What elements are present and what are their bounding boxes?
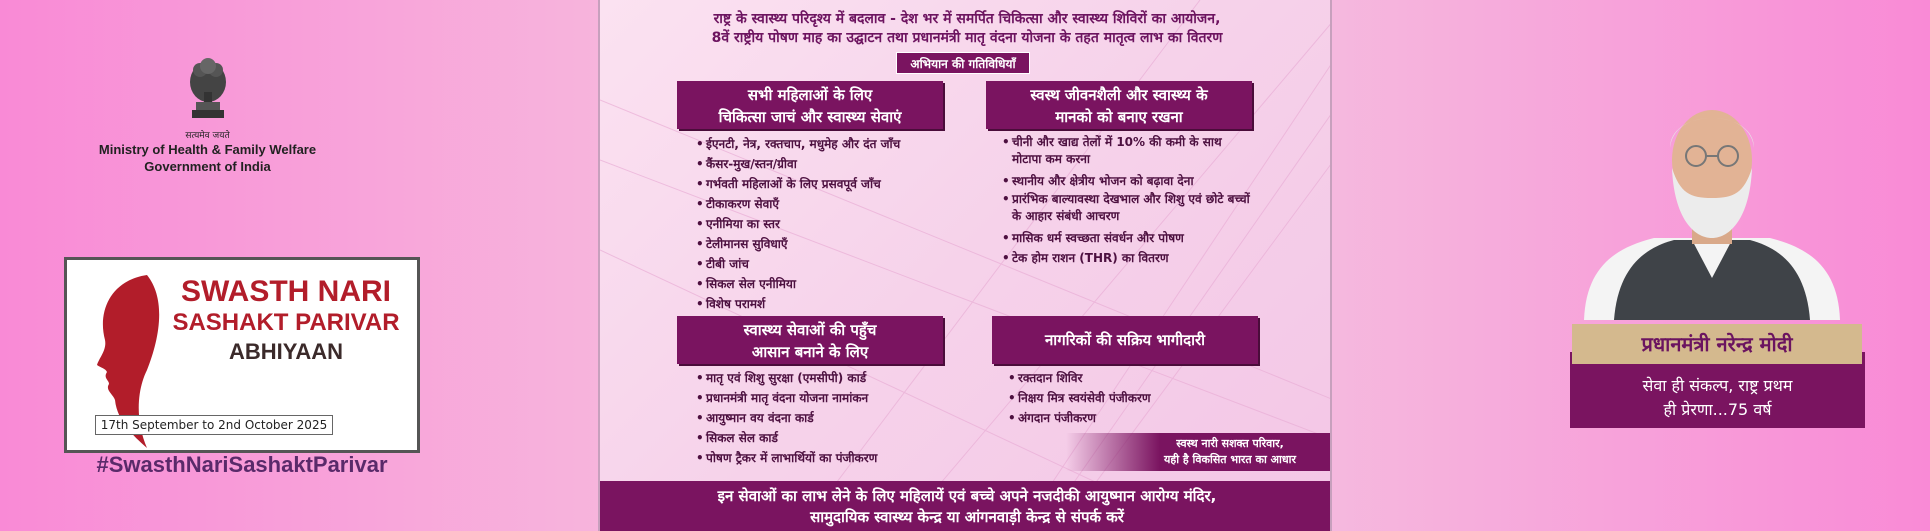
government-name: Government of India [144,159,271,174]
poster-heading [620,10,1314,48]
national-emblem-icon [178,52,238,126]
slogan-line2: यही है विकसित भारत का आधार [1163,453,1297,466]
list-item: • रक्तदान शिविर [1008,368,1258,388]
citizen-participation-list [1008,368,1258,428]
list-item: • स्थानीय और क्षेत्रीय भोजन को बढ़ावा देना [1002,171,1252,191]
section-title-line: चिकित्सा जाचं और स्वास्थ्य सेवाएं [718,108,902,126]
list-item: • सिकल सेल कार्ड [696,428,956,448]
campaign-title-line1: SWASTH NARI [181,275,391,308]
section-title-line: आसान बनाने के लिए [751,343,869,361]
section-title-medical-checkup [677,81,943,129]
poster-footer [600,481,1332,531]
slogan-line1: स्वस्थ नारी सशक्त परिवार, [1176,437,1284,450]
section-title-line: स्वस्थ जीवनशैली और स्वास्थ्य के [1030,86,1208,104]
section-title-line: नागरिकों की सक्रिय भागीदारी [1044,331,1206,349]
list-item: • विशेष परामर्श [696,294,956,314]
activities-poster [598,0,1332,531]
list-item: • आयुष्मान वय वंदना कार्ड [696,408,956,428]
slogan-ribbon [1066,433,1332,471]
pm-name-plate: प्रधानमंत्री नरेन्द्र मोदी [1572,324,1862,364]
footer-line1: इन सेवाओं का लाभ लेने के लिए महिलायें एवं बच्चे अपने नजदीकी आयुष्मान आरोग्य मंदिर, [717,487,1217,505]
list-item: • चीनी और खाद्य तेलों में 10% की कमी के साथ मोटापा कम करना [1002,134,1252,168]
list-item: • निक्षय मित्र स्वयंसेवी पंजीकरण [1008,388,1258,408]
section-title-access-services [677,316,943,364]
healthy-lifestyle-list [1002,134,1252,268]
campaign-logo-box [64,257,420,453]
campaign-dates: 17th September to 2nd October 2025 [95,415,333,435]
section-title-line: मानको को बनाए रखना [1055,108,1183,126]
medical-checkup-list [696,134,956,314]
activities-badge: अभियान की गतिविधियाँ [896,52,1030,74]
list-item: • गर्भवती महिलाओं के लिए प्रसवपूर्व जाँच [696,174,956,194]
pm-tagline-line2: ही प्रेरणा...75 वर्ष [1663,400,1772,419]
list-item: • पोषण ट्रैकर में लाभार्थियों का पंजीकरण [696,448,956,468]
ministry-name: Ministry of Health & Family Welfare [98,142,317,157]
list-item: • प्रधानमंत्री मातृ वंदना योजना नामांकन [696,388,956,408]
campaign-title-line2: SASHAKT PARIVAR [172,309,400,336]
list-item: • टीबी जांच [696,254,956,274]
footer-line2: सामुदायिक स्वास्थ्य केन्द्र या आंगनवाड़ी केन्द्र से संपर्क करें [810,508,1124,526]
list-item: • टेक होम राशन (THR) का वितरण [1002,248,1252,268]
section-title-line: स्वास्थ्य सेवाओं की पहुँच [743,321,877,339]
list-item: • सिकल सेल एनीमिया [696,274,956,294]
campaign-title-line3: ABHIYAAN [228,339,344,364]
list-item: • मासिक धर्म स्वच्छता संवर्धन और पोषण [1002,228,1252,248]
list-item: • एनीमिया का स्तर [696,214,956,234]
poster-heading-line2: 8वें राष्ट्रीय पोषण माह का उद्घाटन तथा प्रधानमंत्री मातृ वंदना योजना के तहत मातृत्व लाभ का वितरण [711,30,1223,46]
ministry-block [70,52,345,175]
list-item: • कैंसर-मुख/स्तन/ग्रीवा [696,154,956,174]
section-title-healthy-lifestyle [986,81,1252,129]
poster-heading-line1: राष्ट्र के स्वास्थ्य परिदृश्य में बदलाव - देश भर में समर्पित चिकित्सा और स्वास्थ्य शिविरों का आयोजन, [713,11,1221,27]
section-title-citizen-participation [992,316,1258,364]
pm-tagline-line1: सेवा ही संकल्प, राष्ट्र प्रथम [1642,376,1793,395]
list-item: • प्रारंभिक बाल्यावस्था देखभाल और शिशु एवं छोटे बच्चों के आहार संबंधी आचरण [1002,191,1252,225]
campaign-hashtag: #SwasthNariSashaktParivar [96,452,388,477]
access-services-list [696,368,956,468]
section-title-line: सभी महिलाओं के लिए [747,86,873,104]
list-item: • अंगदान पंजीकरण [1008,408,1258,428]
list-item: • टेलीमानस सुविधाएँ [696,234,956,254]
list-item: • मातृ एवं शिशु सुरक्षा (एमसीपी) कार्ड [696,368,956,388]
list-item: • ईएनटी, नेत्र, रक्तचाप, मधुमेह और दंत जाँच [696,134,956,154]
campaign-title [161,276,411,366]
emblem-motto: सत्यमेव जयते [185,131,230,141]
list-item: • टीकाकरण सेवाएँ [696,194,956,214]
pm-portrait-image [1574,98,1850,320]
